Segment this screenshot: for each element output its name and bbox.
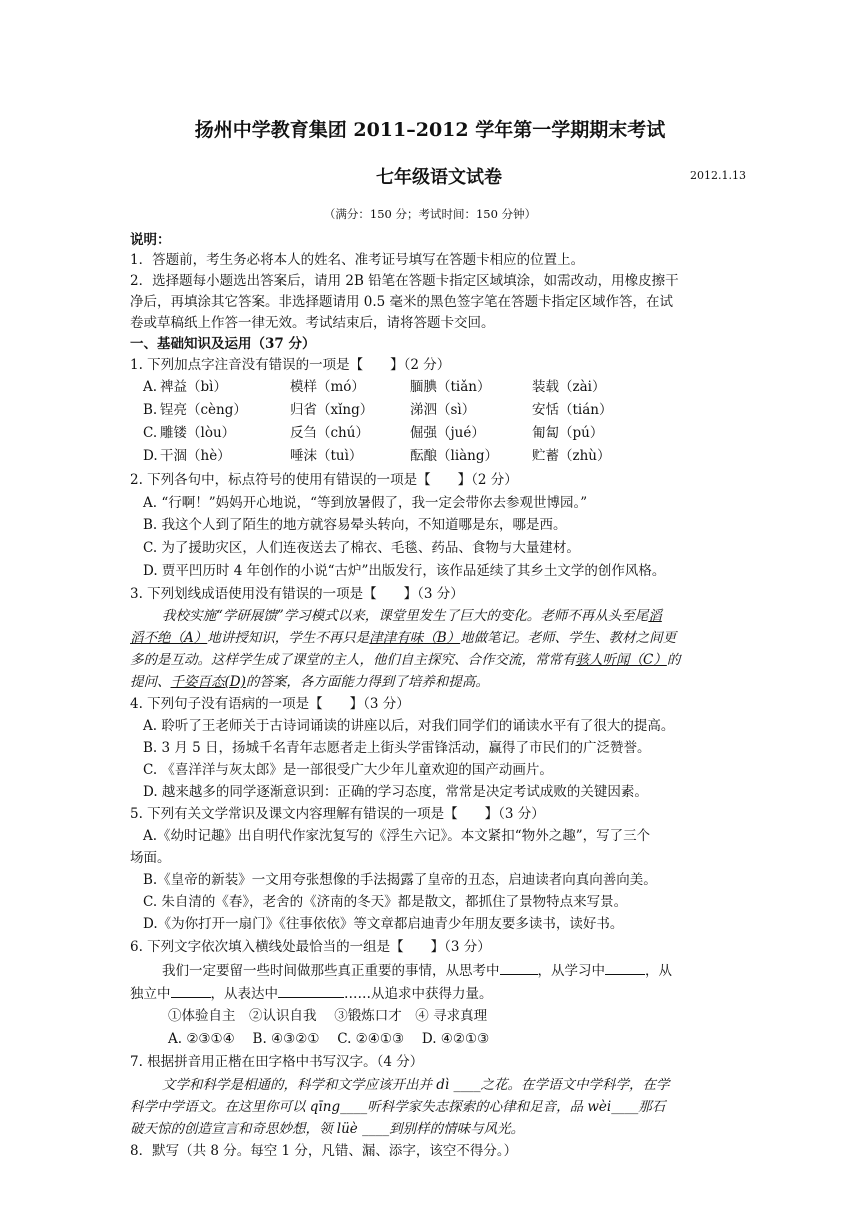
q3-idiom-a-part: 滔 [648, 608, 662, 624]
q3-text: 地讲授知识，学生不再只是 [207, 630, 370, 646]
q6-blank-1[interactable] [500, 960, 538, 975]
instruction-line-2: 2．选择题每小题选出答案后，请用 2B 铅笔在答题卡指定区域填涂，如需改动，用橡皮擦干 [130, 273, 679, 289]
instruction-line-4: 卷或草稿纸上作答一律无效。考试结束后，请将答题卡交回。 [130, 315, 495, 331]
q1-option: 干涸（hè） [160, 448, 231, 464]
q6-text: ……从追求中获得力量。 [344, 986, 493, 1002]
q4-option-a: A. 聆听了王老师关于古诗词诵读的讲座以后，对我们同学们的诵读水平有了很大的提高。 [143, 718, 675, 734]
q2-option-c: C. 为了援助灾区，人们连夜送去了棉衣、毛毯、药品、食物与大量建材。 [143, 540, 580, 556]
q3-text: 地做笔记。老师、学生、教材之间更 [460, 630, 677, 646]
q1-option: 匍匐（pú） [532, 425, 604, 441]
q6-options: ①体验自主 ②认识自我 ③锻炼口才 ④ 寻求真理 [168, 1008, 488, 1024]
question-6-stem: 6. 下列文字依次填入横线处最恰当的一组是【 】（3 分） [130, 939, 491, 955]
q5-option-a: A.《幼时记趣》出自明代作家沈复写的《浮生六记》。本文紧扣“物外之趣”，写了三个 [143, 828, 651, 844]
question-2-stem: 2. 下列各句中，标点符号的使用有错误的一项是【 】（2 分） [130, 472, 518, 488]
q1-option: 雕镂（lòu） [160, 425, 236, 441]
q3-text: 多的是互动。这样学生成了课堂的主人，他们自主探究、合作交流，常常有 [130, 652, 576, 668]
q1-option: 锃亮（cèng） [160, 402, 247, 418]
q1-row-c-label: C. [143, 425, 158, 441]
q6-text: ，从表达中 [210, 986, 278, 1002]
q1-option: 模样（mó） [290, 379, 365, 395]
q6-passage-line-1 [162, 960, 672, 981]
q6-blank-4[interactable] [278, 983, 344, 998]
q3-text: 的答案，各方面能力得到了培养和提高。 [245, 674, 489, 690]
exam-subtitle: 七年级语文试卷 [376, 167, 502, 188]
q4-option-b: B. 3 月 5 日，扬城千名青年志愿者走上街头学雷锋活动，赢得了市民们的广泛赞誉。 [143, 740, 651, 756]
question-3-stem: 3. 下列划线成语使用没有错误的一项是【 】（3 分） [130, 586, 464, 602]
question-4-stem: 4. 下列句子没有语病的一项是【 】（3 分） [130, 696, 410, 712]
exam-meta: （满分：150 分；考试时间：150 分钟） [323, 207, 537, 221]
instruction-line-3: 净后，再填涂其它答案。非选择题请用 0.5 毫米的黑色签字笔在答题卡指定区域作答，在试 [130, 294, 674, 310]
exam-date: 2012.1.13 [690, 169, 746, 182]
q1-option: 禆益（bì） [160, 379, 227, 395]
section-heading: 一、基础知识及运用（37 分） [130, 336, 316, 352]
q1-option: 酝酿（liàng） [410, 448, 499, 464]
q6-text: ，从学习中 [537, 963, 605, 979]
q1-row-b-label: B. [143, 402, 158, 418]
q1-option: 涕泗（sì） [410, 402, 476, 418]
q6-blank-2[interactable] [605, 960, 645, 975]
q2-option-b: B. 我这个人到了陌生的地方就容易晕头转向，不知道哪是东，哪是西。 [143, 517, 567, 533]
q1-option: 反刍（chú） [290, 425, 369, 441]
q2-option-a: A. “行啊！”妈妈开心地说，“等到放暑假了，我一定会带你去参观世博园。” [143, 495, 588, 511]
q5-option-a-cont: 场面。 [130, 850, 171, 866]
q1-option: 装载（zài） [532, 379, 606, 395]
q5-option-b: B.《皇帝的新装》一文用夸张想像的手法揭露了皇帝的丑态，启迪读者向真向善向美。 [143, 872, 657, 888]
q1-option: 倔强（jué） [410, 425, 485, 441]
q3-text: 的 [666, 652, 681, 668]
q4-option-d: D. 越来越多的同学逐渐意识到：正确的学习态度，常常是决定考试成败的关键因素。 [143, 784, 648, 800]
q3-idiom-a: 滔不绝（A） [130, 630, 208, 646]
question-7-stem: 7. 根据拼音用正楷在田字格中书写汉字。（4 分） [130, 1054, 424, 1070]
q7-passage-line-1: 文学和科学是相通的，科学和文学应该开出并 dì ____之花。在学语文中学科学，在学 [162, 1077, 670, 1093]
q3-text: 提问、 [130, 674, 171, 690]
q6-blank-3[interactable] [171, 983, 211, 998]
q6-text: 我们一定要留一些时间做那些真正重要的事情，从思考中 [162, 963, 500, 979]
instruction-line-1: 1．答题前，考生务必将本人的姓名、准考证号填写在答题卡相应的位置上。 [130, 252, 585, 268]
q1-option: 唾沫（tuì） [290, 448, 363, 464]
q5-option-c: C. 朱自清的《春》，老舍的《济南的冬天》都是散文，都抓住了景物特点来写景。 [143, 894, 628, 910]
instructions-heading: 说明： [130, 232, 171, 248]
q3-text: 我校实施“学研展馈”学习模式以来，课堂里发生了巨大的变化。老师不再从头至尾 [162, 608, 649, 624]
q5-option-d: D.《为你打开一扇门》《往事依依》等文章都启迪青少年朋友要多读书，读好书。 [143, 916, 624, 932]
q1-row-a-label: A. [143, 379, 158, 395]
q7-passage-line-2: 科学中学语文。在这里你可以 qīng____听科学家失志探索的心律和足音，品 wèi____那石 [130, 1099, 666, 1115]
q6-passage-line-2 [130, 983, 493, 1004]
q4-option-c: C. 《喜洋洋与灰太郎》是一部很受广大少年儿童欢迎的国产动画片。 [143, 762, 553, 778]
q1-option: 归省（xǐng） [290, 402, 374, 418]
q1-option: 贮蓄（zhù） [532, 448, 611, 464]
q3-passage-line-1 [162, 606, 662, 626]
question-1-stem: 1. 下列加点字注音没有错误的一项是【 】（2 分） [130, 357, 451, 373]
q2-option-d: D. 贾平凹历时 4 年创作的小说“古炉”出版发行，该作品延续了其乡土文学的创作风格。 [143, 563, 666, 579]
q6-text: ，从 [645, 963, 672, 979]
q3-passage-line-2 [130, 628, 676, 648]
q6-text: 独立中 [130, 986, 171, 1002]
q3-idiom-c: 骇人听闻（C） [575, 652, 667, 668]
q1-option: 安恬（tián） [532, 402, 613, 418]
question-5-stem: 5. 下列有关文学常识及课文内容理解有错误的一项是【 】（3 分） [130, 806, 545, 822]
q6-choices: A. ②③①④ B. ④③②① C. ②④①③ D. ④②①③ [168, 1031, 490, 1047]
q7-passage-line-3: 破天惊的创造宣言和奇思妙想，领 lüè ____到别样的情味与风光。 [130, 1121, 525, 1137]
q1-row-d-label: D. [143, 448, 158, 464]
q3-passage-line-3 [130, 650, 680, 670]
q3-idiom-b: 津津有味（B） [369, 630, 461, 646]
q3-passage-line-4 [130, 672, 489, 692]
q1-option: 腼腆（tiǎn） [410, 379, 491, 395]
exam-title: 扬州中学教育集团 2011–2012 学年第一学期期末考试 [194, 119, 666, 141]
q3-idiom-d: 千姿百态(D) [170, 674, 246, 690]
question-8-stem: 8．默写（共 8 分。每空 1 分，凡错、漏、添字，该空不得分。） [130, 1143, 518, 1159]
